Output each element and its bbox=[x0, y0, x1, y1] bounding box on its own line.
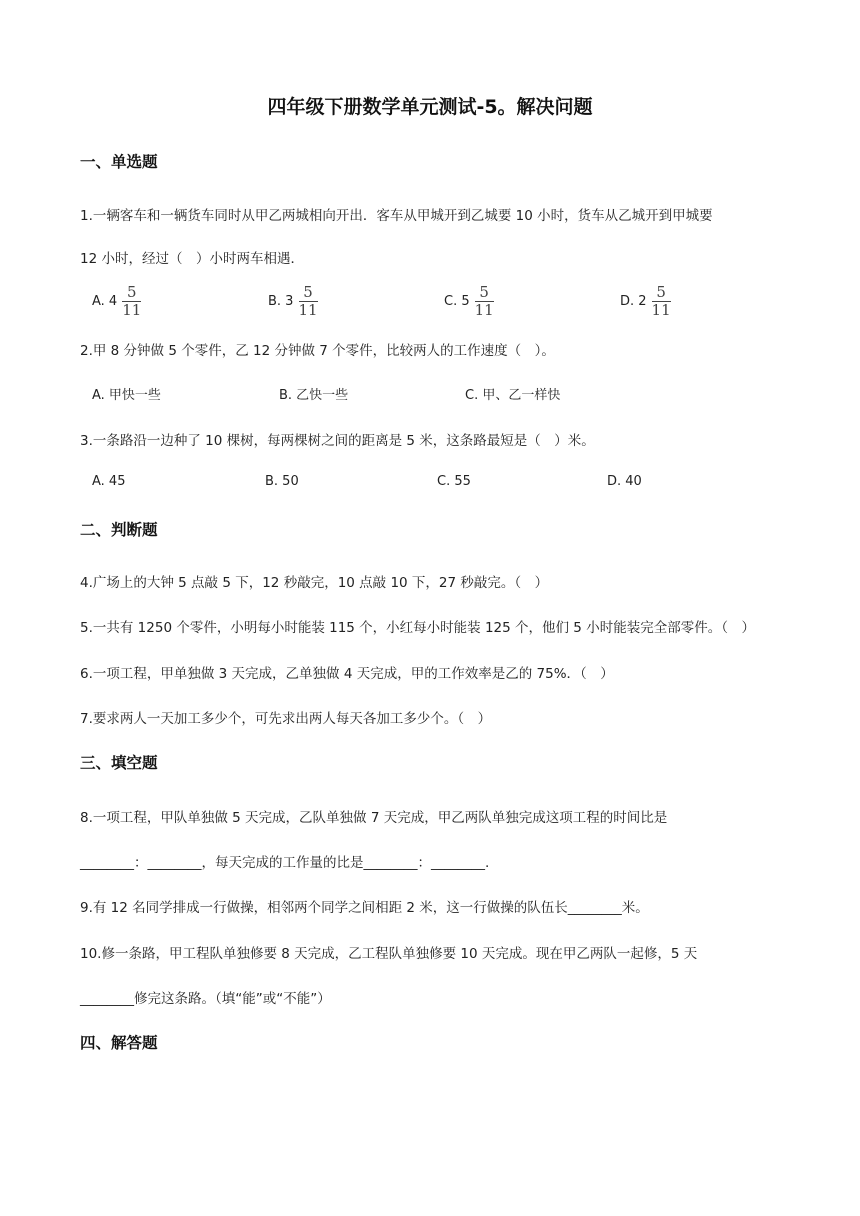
question-3-text: 3.一条路沿一边种了 10 棵树，每两棵树之间的距离是 5 米，这条路最短是（ ）米。 bbox=[80, 433, 595, 449]
fraction-denominator: 11 bbox=[122, 301, 142, 319]
fraction-numerator: 5 bbox=[479, 283, 489, 301]
question-1-options bbox=[92, 285, 792, 321]
question-2-option-b[interactable]: B. 乙快一些 bbox=[279, 388, 349, 403]
fraction-denominator: 11 bbox=[474, 301, 494, 319]
question-3-option-b[interactable]: B. 50 bbox=[265, 474, 299, 489]
question-1-line-2: 12 小时，经过（ ）小时两车相遇． bbox=[80, 251, 304, 267]
section-heading-single-choice: 一、单选题 bbox=[80, 153, 158, 171]
question-3-option-c[interactable]: C. 55 bbox=[437, 474, 471, 489]
fraction bbox=[298, 285, 317, 318]
fraction-denominator: 11 bbox=[651, 301, 671, 319]
question-6-text: 6.一项工程，甲单独做 3 天完成，乙单独做 4 天完成，甲的工作效率是乙的 75%．（ ） bbox=[80, 666, 614, 682]
option-label: A. 4 bbox=[92, 294, 118, 309]
fraction-numerator: 5 bbox=[126, 283, 137, 301]
question-2-options bbox=[92, 384, 792, 420]
option-label: D. 2 bbox=[620, 294, 647, 309]
question-2-option-c[interactable]: C. 甲、乙一样快 bbox=[465, 388, 561, 403]
section-heading-solve: 四、解答题 bbox=[80, 1034, 158, 1052]
question-1-option-b[interactable] bbox=[268, 285, 318, 318]
section-heading-fill-blank: 三、填空题 bbox=[80, 754, 158, 772]
question-10-line-2: ________修完这条路。（填“能”或“不能”） bbox=[80, 991, 331, 1007]
question-3-option-d[interactable]: D. 40 bbox=[607, 474, 642, 489]
question-1-line-1: 1.一辆客车和一辆货车同时从甲乙两城相向开出．客车从甲城开到乙城要 10 小时，货车从乙城开到甲城要 bbox=[80, 208, 713, 224]
question-7-text: 7.要求两人一天加工多少个，可先求出两人每天各加工多少个。（ ） bbox=[80, 711, 492, 727]
question-9-text: 9.有 12 名同学排成一行做操，相邻两个同学之间相距 2 米，这一行做操的队伍长________米。 bbox=[80, 900, 649, 916]
page-title: 四年级下册数学单元测试-5。解决问题 bbox=[267, 96, 593, 118]
fraction bbox=[475, 285, 494, 318]
question-3-options bbox=[92, 474, 792, 510]
question-8-line-2: ________：________，每天完成的工作量的比是________：________. bbox=[80, 855, 490, 871]
option-label: C. 5 bbox=[444, 294, 470, 309]
question-3-option-a[interactable]: A. 45 bbox=[92, 474, 126, 489]
question-1-option-d[interactable] bbox=[620, 285, 671, 318]
fraction-numerator: 5 bbox=[303, 283, 313, 301]
question-1-option-c[interactable] bbox=[444, 285, 494, 318]
question-5-text: 5.一共有 1250 个零件，小明每小时能装 115 个，小红每小时能装 125 个，他们 5 小时能装完全部零件。（ ） bbox=[80, 620, 755, 636]
option-label: B. 3 bbox=[268, 294, 294, 309]
fraction-numerator: 5 bbox=[656, 283, 666, 301]
question-8-line-1: 8.一项工程，甲队单独做 5 天完成，乙队单独做 7 天完成，甲乙两队单独完成这项工程的时间比是 bbox=[80, 810, 668, 826]
fraction-denominator: 11 bbox=[298, 301, 318, 319]
question-2-text: 2.甲 8 分钟做 5 个零件，乙 12 分钟做 7 个零件，比较两人的工作速度（ ）。 bbox=[80, 343, 555, 359]
fraction bbox=[122, 285, 141, 318]
fraction bbox=[652, 285, 671, 318]
question-4-text: 4.广场上的大钟 5 点敲 5 下，12 秒敲完，10 点敲 10 下，27 秒敲完。（ ） bbox=[80, 575, 549, 591]
question-1-option-a[interactable] bbox=[92, 285, 141, 318]
question-10-line-1: 10.修一条路，甲工程队单独修要 8 天完成，乙工程队单独修要 10 天完成。现在甲乙两队一起修，5 天 bbox=[80, 946, 698, 962]
question-2-option-a[interactable]: A. 甲快一些 bbox=[92, 388, 161, 403]
section-heading-true-false: 二、判断题 bbox=[80, 521, 158, 539]
